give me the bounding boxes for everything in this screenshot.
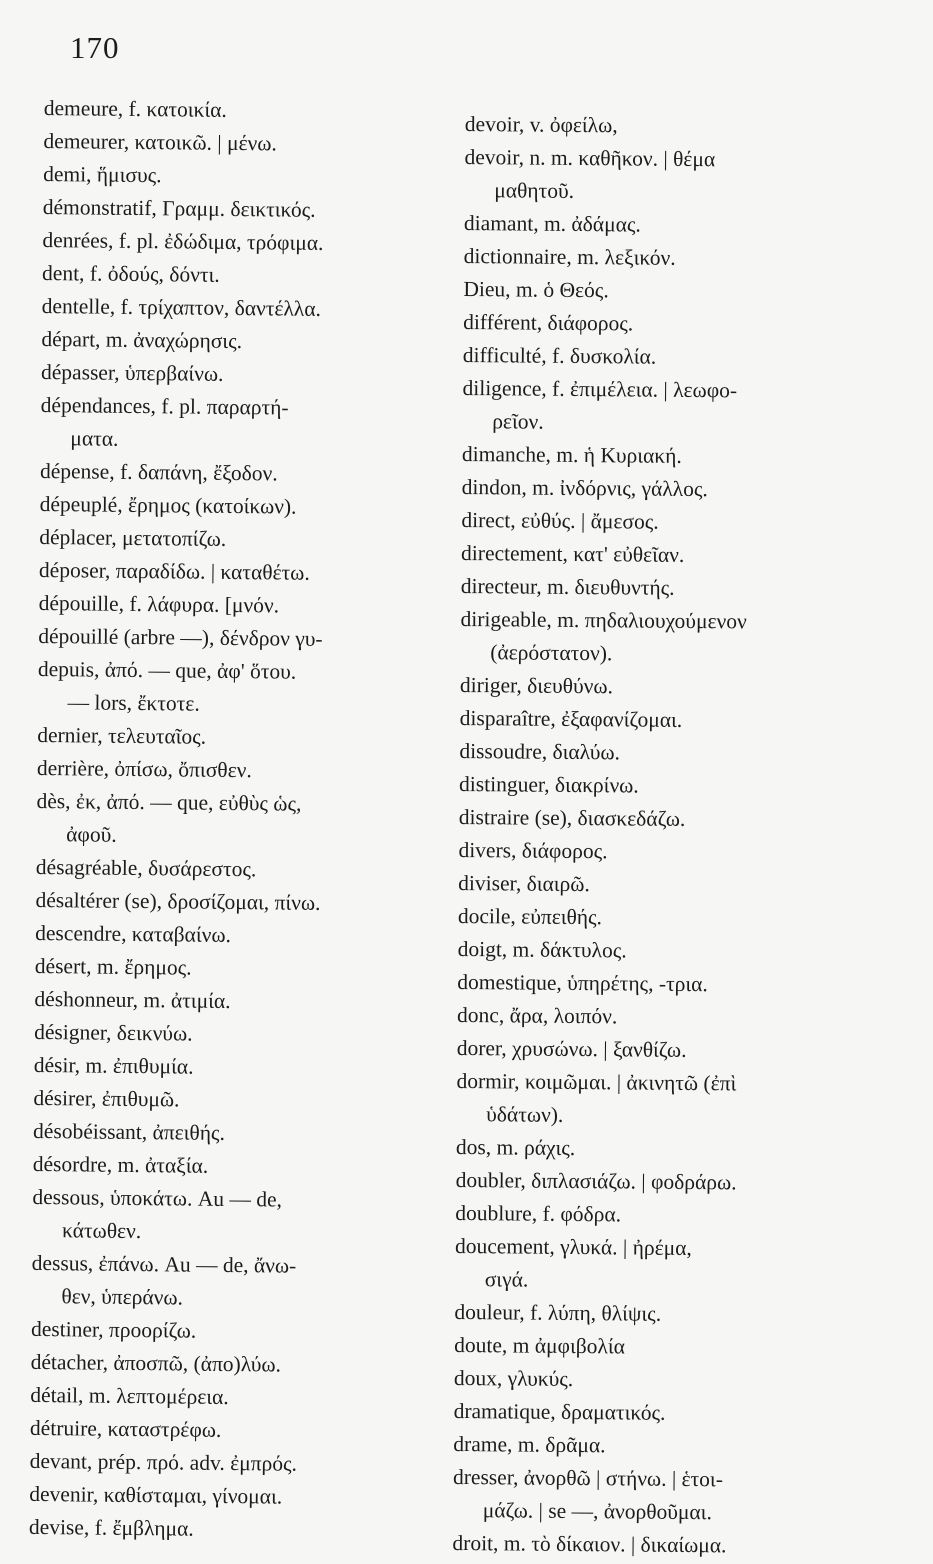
dictionary-entry-line: directeur, m. διευθυντής.: [460, 573, 675, 600]
dictionary-entry-line: drame, m. δρᾶμα.: [453, 1431, 606, 1458]
dictionary-entry-line: dent, f. ὀδούς, δόντι.: [41, 260, 220, 287]
dictionary-entry-line: diligence, f. ἐπιμέλεια. | λεωφο-: [462, 375, 738, 403]
dictionary-entry-line: demeurer, κατοικῶ. | μένω.: [43, 128, 277, 156]
left-column: [29, 92, 464, 1548]
dictionary-entry-line: droit, m. τὸ δίκαιον. | δικαίωμα.: [452, 1530, 727, 1558]
dictionary-entry-line: ἀφοῦ.: [66, 822, 117, 847]
dictionary-entry-line: depuis, ἀπό. — que, ἀφ' ὅτου.: [37, 656, 297, 684]
dictionary-entry-line: devise, f. ἔμβλημα.: [28, 1514, 194, 1541]
dictionary-entry-line: μαθητοῦ.: [494, 178, 575, 203]
dictionary-entry-line: désigner, δεικνύω.: [34, 1019, 193, 1046]
dictionary-entry-line: doublure, f. φόδρα.: [455, 1200, 622, 1227]
dictionary-entry-line: dormir, κοιμῶμαι. | ἀκινητῶ (ἐπὶ: [456, 1068, 737, 1096]
dictionary-entry-line: dépeuplé, ἔρημος (κατοίκων).: [39, 491, 297, 519]
dictionary-entry-line: disparaître, ἐξαφανίζομαι.: [459, 705, 683, 732]
dictionary-entry-line: destiner, προορίζω.: [30, 1316, 197, 1343]
dictionary-entry-line: doute, m ἀμφιβολία: [454, 1332, 626, 1359]
dictionary-entry-line: dessus, ἐπάνω. Au — de, ἄνω-: [31, 1250, 297, 1278]
dictionary-entry-line: désobéissant, ἀπειθής.: [32, 1118, 226, 1145]
dictionary-entry-line: détacher, ἀποσπῶ, (ἀπο)λύω.: [30, 1349, 282, 1377]
dictionary-entry-line: dépouillé (arbre —), δένδρον γυ-: [38, 623, 323, 651]
dictionary-entry-line: détruire, καταστρέφω.: [29, 1415, 222, 1442]
dictionary-entry-line: dentelle, f. τρίχαπτον, δαντέλλα.: [41, 293, 322, 321]
dictionary-entry-line: distinguer, διακρίνω.: [458, 771, 639, 798]
dictionary-entry-line: devant, prép. πρό. adv. ἐμπρός.: [29, 1448, 298, 1476]
dictionary-entry-line: désagréable, δυσάρεστος.: [35, 854, 257, 882]
dictionary-entry-line: dos, m. ράχις.: [455, 1134, 576, 1161]
dictionary-entry-line: dissoudre, διαλύω.: [459, 738, 621, 765]
dictionary-entry-line: difficulté, f. δυσκολία.: [462, 342, 657, 369]
dictionary-entry-line: divers, διάφορος.: [458, 837, 608, 864]
dictionary-entry-line: dorer, χρυσώνω. | ξανθίζω.: [456, 1035, 687, 1062]
dictionary-entry-line: diriger, διευθύνω.: [459, 672, 614, 699]
dictionary-entry-line: doux, γλυκύς.: [453, 1365, 574, 1391]
dictionary-entry-line: — lors, ἔκτοτε.: [67, 690, 200, 716]
dictionary-entry-line: θεν, ὑπεράνω.: [61, 1284, 184, 1310]
dictionary-entry-line: domestique, ὑπηρέτης, -τρια.: [457, 969, 708, 997]
dictionary-entry-line: dictionnaire, m. λεξικόν.: [463, 243, 676, 270]
dictionary-entry-line: (ἀερόστατον).: [490, 640, 613, 666]
dictionary-entry-line: désirer, ἐπιθυμῶ.: [33, 1085, 180, 1112]
dictionary-entry-line: dépasser, ὑπερβαίνω.: [40, 359, 224, 386]
dictionary-entry-line: dirigeable, m. πηδαλιουχούμενον: [460, 606, 747, 634]
dictionary-entry-line: dramatique, δραματικός.: [453, 1398, 666, 1425]
dictionary-entry-line: déplacer, μετατοπίζω.: [39, 524, 227, 551]
dictionary-entry-line: descendre, καταβαίνω.: [35, 920, 232, 948]
right-column: [452, 108, 895, 1564]
dictionary-entry-line: donc, ἄρα, λοιπόν.: [456, 1002, 618, 1029]
dictionary-entry-line: dessous, ὑποκάτω. Au — de,: [32, 1184, 283, 1212]
dictionary-entry-line: κάτωθεν.: [61, 1218, 142, 1244]
dictionary-entry-line: devenir, καθίσταμαι, γίνομαι.: [29, 1481, 283, 1509]
dictionary-entry-line: doigt, m. δάκτυλος.: [457, 936, 627, 963]
dictionary-entry-line: désert, m. ἔρημος.: [34, 953, 192, 980]
dictionary-entry-line: directement, κατ' εὐθεῖαν.: [461, 540, 685, 567]
dictionary-entry-line: dépendances, f. pl. παραρτή-: [40, 392, 289, 420]
dictionary-entry-line: ὑδάτων).: [486, 1102, 564, 1127]
dictionary-entry-line: dépouille, f. λάφυρα. [μνόν.: [38, 590, 280, 618]
dictionary-entry-line: douleur, f. λύπη, θλίψις.: [454, 1299, 662, 1326]
dictionary-entry-line: déshonneur, m. ἀτιμία.: [34, 986, 231, 1014]
dictionary-entry-line: doucement, γλυκά. | ἠρέμα,: [454, 1233, 692, 1261]
dictionary-entry-line: détail, m. λεπτομέρεια.: [30, 1382, 229, 1410]
dictionary-entry-line: σιγά.: [484, 1267, 529, 1292]
dictionary-entry-line: diamant, m. ἀδάμας.: [463, 210, 641, 237]
dictionary-entry-line: devoir, n. m. καθῆκον. | θέμα: [464, 144, 716, 172]
dictionary-entry-line: μάζω. | se —, ἀνορθοῦμαι.: [482, 1498, 713, 1525]
dictionary-entry-line: docile, εὐπειθής.: [457, 903, 603, 930]
dictionary-entry-line: devoir, v. ὀφείλω,: [464, 111, 618, 138]
dictionary-entry-line: demi, ἥμισυς.: [43, 161, 162, 188]
dictionary-entry-line: désordre, m. ἀταξία.: [32, 1151, 209, 1178]
dictionary-entry-line: denrées, f. pl. ἐδώδιμα, τρόφιμα.: [42, 227, 324, 255]
dictionary-entry-line: dimanche, m. ἡ Κυριακή.: [461, 441, 682, 468]
dictionary-entry-line: déposer, παραδίδω. | καταθέτω.: [38, 557, 310, 585]
dictionary-entry-line: dresser, ἀνορθῶ | στήνω. | ἑτοι-: [452, 1464, 724, 1492]
dictionary-entry-line: différent, διάφορος.: [463, 309, 634, 336]
dictionary-entry-line: désir, m. ἐπιθυμία.: [33, 1052, 194, 1079]
dictionary-entry-line: doubler, διπλασιάζω. | φοδράρω.: [455, 1167, 737, 1195]
dictionary-entry-line: dindon, m. ἰνδόρνις, γάλλος.: [461, 474, 708, 502]
dictionary-entry-line: départ, m. ἀναχώρησις.: [41, 326, 243, 354]
dictionary-entry-line: dernier, τελευταῖος.: [37, 722, 207, 749]
dictionary-entry-line: demeure, f. κατοικία.: [43, 95, 227, 122]
dictionary-entry-line: distraire (se), διασκεδάζω.: [458, 804, 686, 831]
dictionary-entry-line: diviser, διαιρῶ.: [458, 870, 590, 897]
dictionary-entry-line: démonstratif, Γραμμ. δεικτικός.: [42, 194, 316, 222]
dictionary-entry-line: désaltérer (se), δροσίζομαι, πίνω.: [35, 887, 321, 915]
dictionary-entry-line: ματα.: [70, 426, 119, 451]
dictionary-entry-line: Dieu, m. ὁ Θεός.: [463, 276, 609, 303]
dictionary-entry-line: direct, εὐθύς. | ἄμεσος.: [461, 507, 659, 534]
dictionary-entry-line: dès, ἐκ, ἀπό. — que, εὐθὺς ὡς,: [36, 788, 302, 816]
dictionary-entry-line: ρεῖον.: [492, 409, 544, 434]
page-number: 170: [70, 30, 120, 65]
dictionary-entry-line: dépense, f. δαπάνη, ἔξοδον.: [39, 458, 278, 486]
dictionary-entry-line: derrière, ὀπίσω, ὄπισθεν.: [36, 755, 252, 783]
